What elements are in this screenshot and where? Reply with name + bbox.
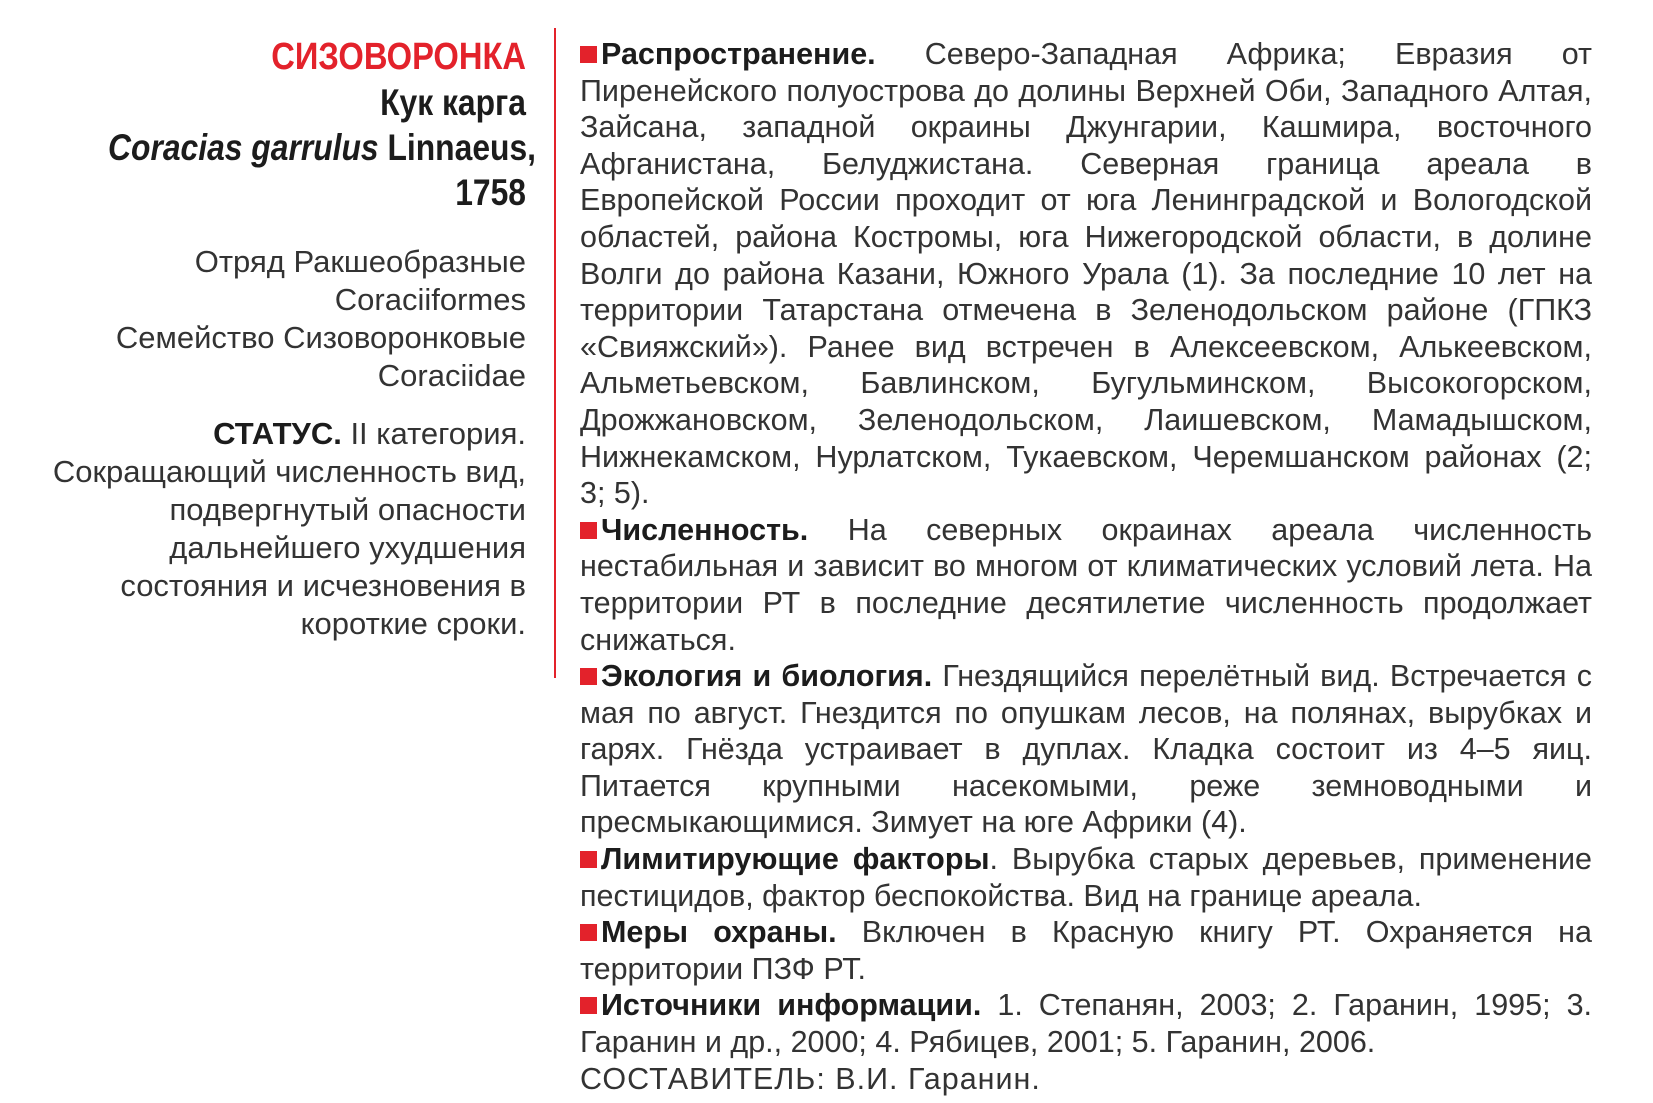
section-text: Гнездящийся перелётный вид. Встречается с мая по август. Гнездится по опушкам лесов, на полянах, вырубках и гарях. Гнёзда устраивает в дуплах. Кладка состоит из 4–5 яиц. Питается крупными насекомыми, реже земноводными и пресмыкающимися. Зимует на юге Африки (4). [580, 659, 1592, 840]
section-title: Лимитирующие факторы [601, 842, 990, 877]
taxonomy-block [40, 243, 526, 395]
section-title: Меры охраны. [601, 915, 837, 950]
red-square-bullet-icon [580, 668, 597, 685]
section-text: Северо-Западная Африка; Евразия от Пиренейского полуострова до долины Верхней Оби, Западного Алтая, Зайсана, западной окраины Джунгарии, Кашмира, восточного Афганистана, Белуджистана. Северная граница ареала в Европейской России проходит от юга Ленинградской и Вологодской областей, района Костромы, юга Нижегородской области, в долине Волги до района Казани, Южного Урала (1). За последние 10 лет на территории Татарстана отмечена в Зеленодольском районе (ГПКЗ «Свияжский»). Ранее вид встречен в Алексеевском, Алькеевском, Альметьевском, Бавлинском, Бугульминском, Высокогорском, Дрожжановском, Зеленодольском, Лаишевском, Мамадышском, Нижнекамском, Нурлатском, Тукаевском, Черемшанском районах (2; 3; 5). [580, 37, 1592, 511]
status-block [40, 415, 526, 643]
article-body [580, 36, 1592, 1097]
latin-binomial: Coracias garrulus [108, 127, 379, 168]
red-square-bullet-icon [580, 997, 597, 1014]
section-ecology [580, 658, 1592, 841]
family-latin: Coraciidae [377, 358, 526, 393]
red-square-bullet-icon [580, 522, 597, 539]
section-protection [580, 914, 1592, 987]
species-year: 1758 [455, 172, 526, 213]
section-text: 1. Степанян, 2003; 2. Гаранин, 1995; 3. Гаранин и др., 2000; 4. Рябицев, 2001; 5. Гаранин, 2006. [580, 988, 1592, 1060]
status-label: СТАТУС. [213, 416, 342, 451]
order-russian: Отряд Ракшеобразные [194, 244, 526, 279]
order-latin: Coraciiformes [334, 282, 526, 317]
species-header [40, 34, 536, 643]
red-square-bullet-icon [580, 46, 597, 63]
section-text: . Вырубка старых деревьев, применение пестицидов, фактор беспокойства. Вид на границе ареала. [580, 842, 1592, 913]
status-text: II категория. Сокращающий численность вид, подвергнутый опасности дальнейшего ухудшения состояния и исчезновения в короткие сроки. [52, 416, 526, 641]
section-title: Экология и биология. [601, 659, 933, 694]
family-russian: Семейство Сизоворонковые [115, 320, 526, 355]
section-text: На северных окраинах ареала численность нестабильная и зависит во многом от климатических условий лета. На территории РТ в последние десятилетие численность продолжает снижаться. [580, 512, 1592, 657]
vertical-divider [554, 28, 556, 678]
species-name-tatar: Кук карга [380, 82, 526, 123]
section-sources [580, 987, 1592, 1060]
section-limiting-factors [580, 841, 1592, 914]
red-square-bullet-icon [580, 851, 597, 868]
section-title: Распространение. [601, 37, 876, 71]
section-abundance [580, 512, 1592, 658]
species-author: Linnaeus, [378, 127, 536, 168]
species-latin-name [108, 125, 536, 170]
section-title: Источники информации. [601, 988, 982, 1023]
compiler-line: СОСТАВИТЕЛЬ: В.И. Гаранин. [580, 1061, 1041, 1096]
section-distribution [580, 36, 1592, 512]
red-square-bullet-icon [580, 924, 597, 941]
species-name-russian: СИЗОВОРОНКА [271, 36, 526, 78]
section-text: Включен в Красную книгу РТ. Охраняется на территории ПЗФ РТ. [580, 915, 1592, 986]
section-title: Численность. [601, 512, 809, 547]
